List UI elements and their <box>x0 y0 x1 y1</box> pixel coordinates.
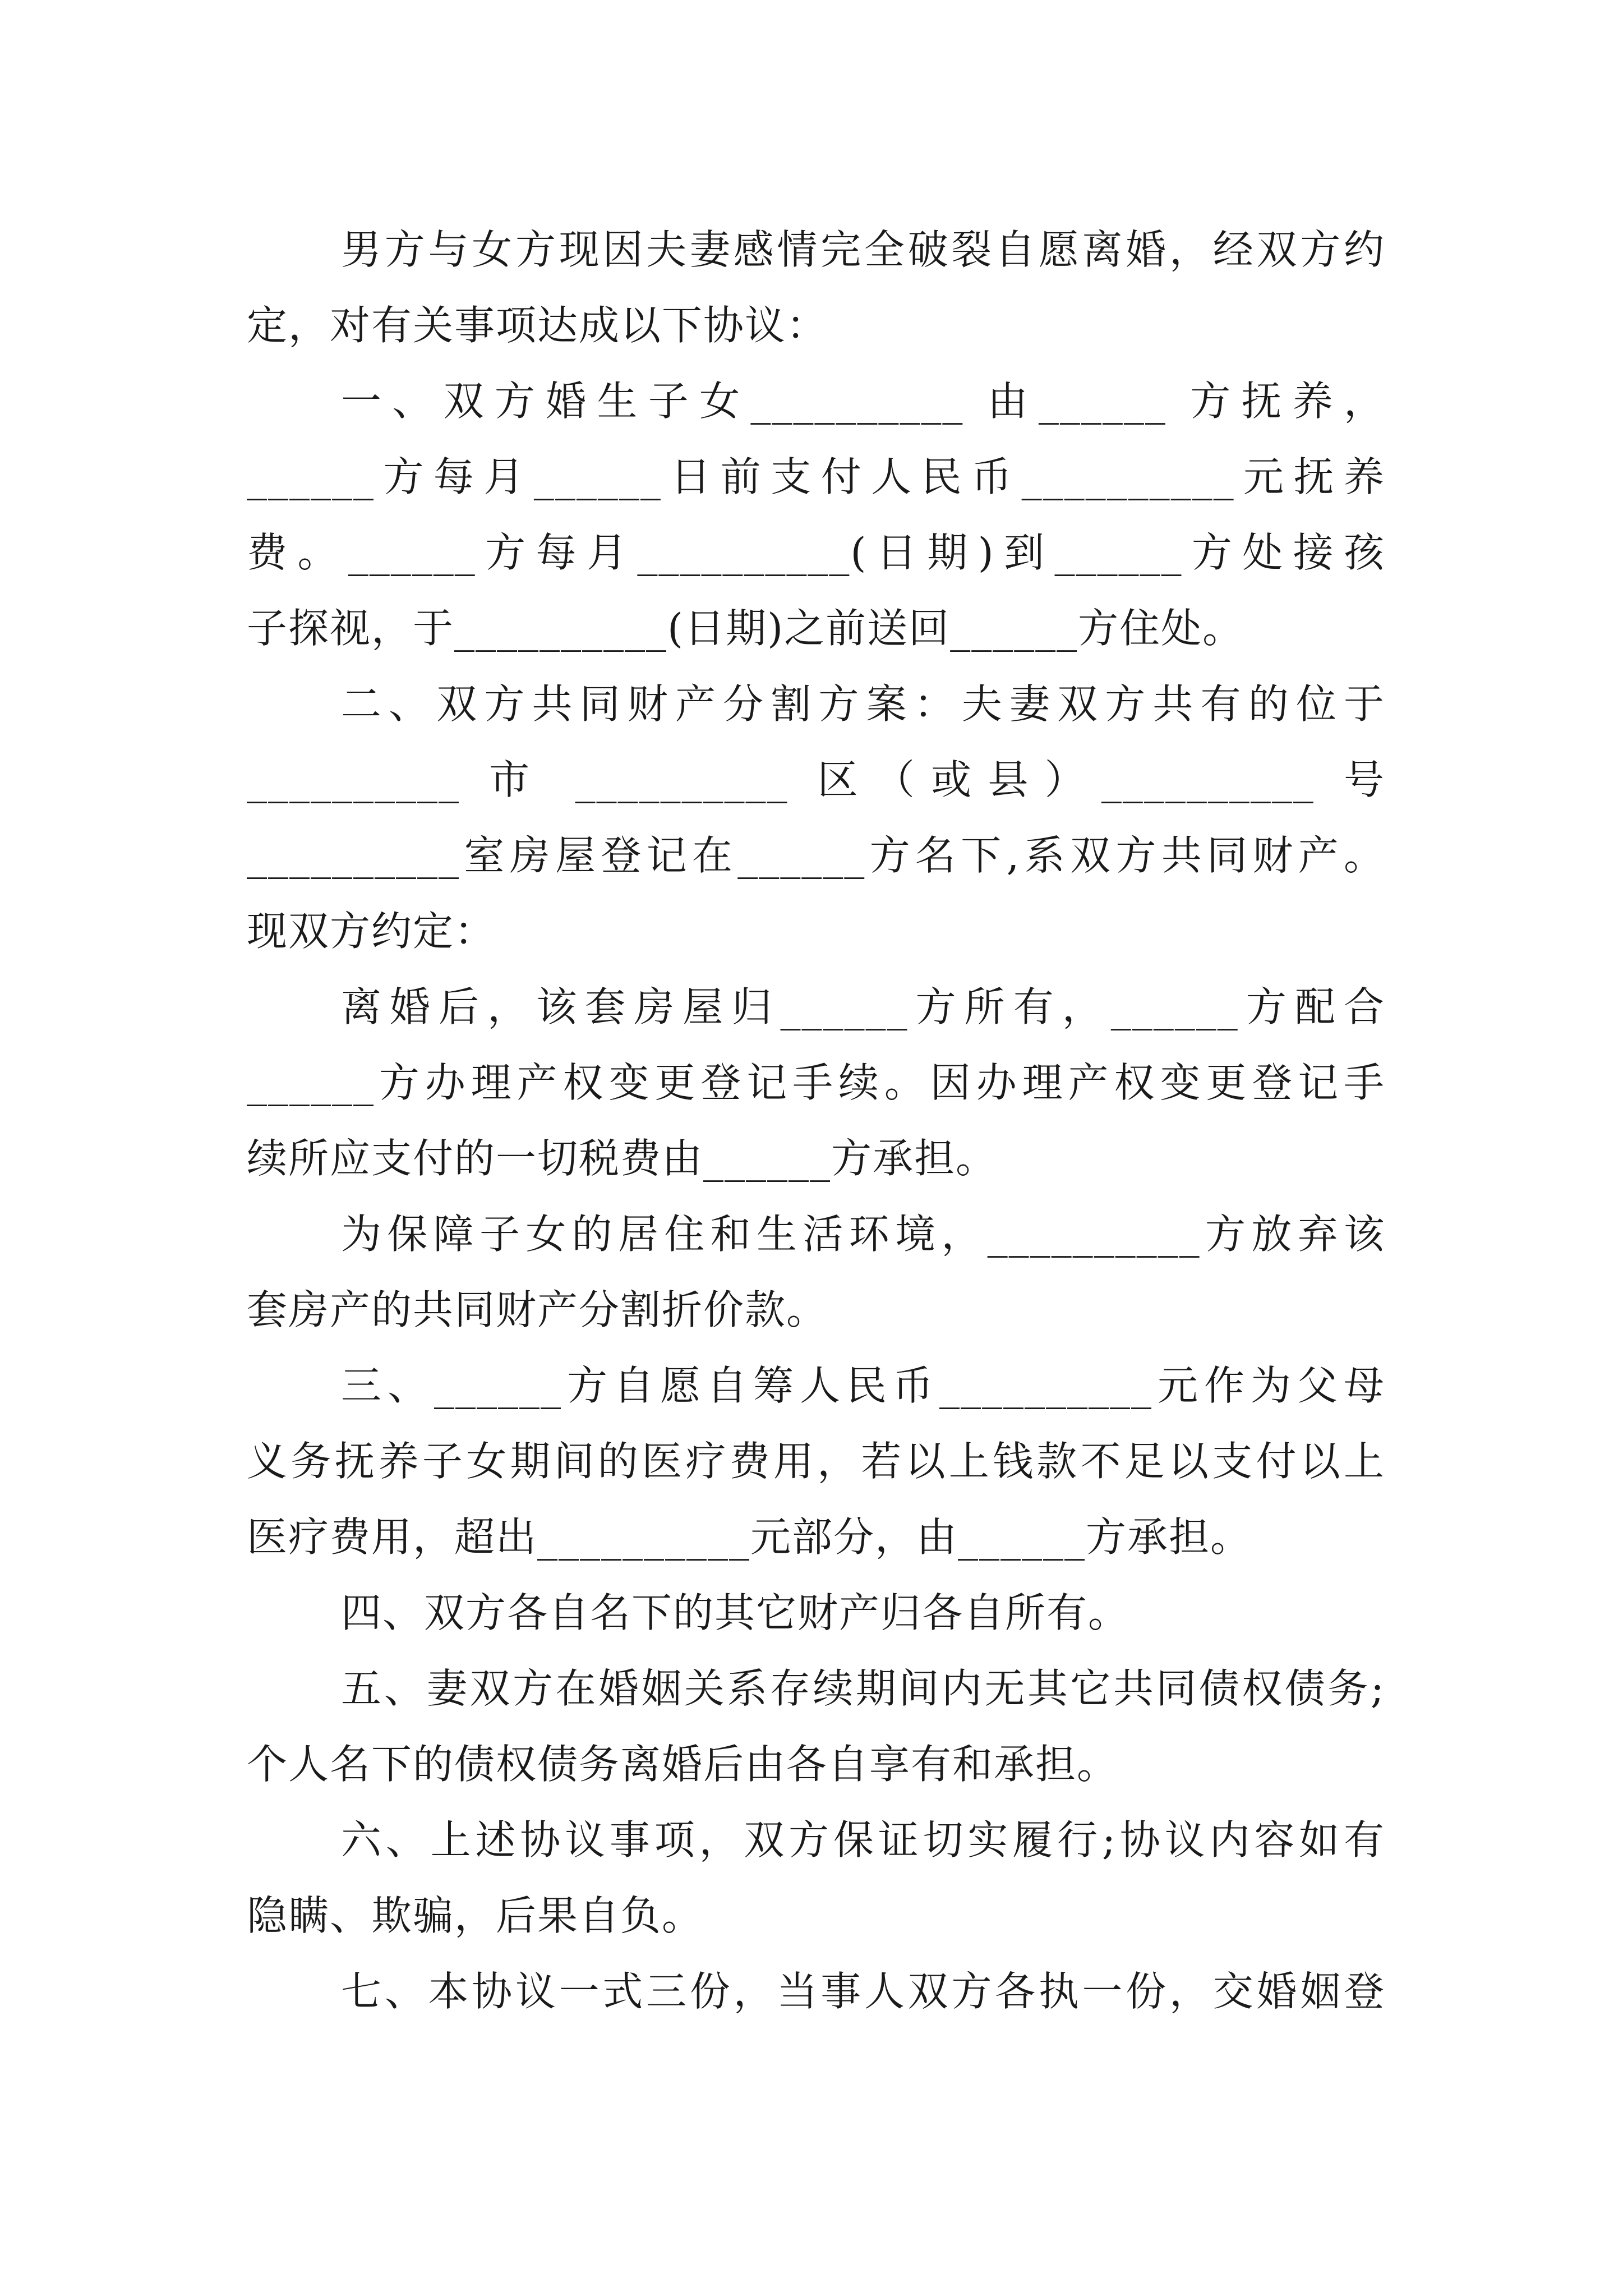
paragraph-line: 现双方约定： <box>247 908 496 955</box>
paragraph-line: 隐瞒、欺骗，后果自负。 <box>247 1892 704 1939</box>
paragraph-line: 四、双方各自名下的其它财产归各自所有。 <box>341 1589 1130 1636</box>
paragraph-line: 男方与女方现因夫妻感情完全破裂自愿离婚，经双方约 <box>341 226 1385 273</box>
paragraph-line: 套房产的共同财产分割折价款。 <box>247 1286 828 1333</box>
paragraph-line: 二、双方共同财产分割方案：夫妻双方共有的位于 <box>341 680 1385 728</box>
paragraph-line: 一、双方婚生子女__________ 由______ 方抚养， <box>341 378 1385 425</box>
paragraph-line: __________ 市 __________ 区（或县）__________ 号 <box>247 756 1385 803</box>
paragraph-line: 续所应支付的一切税费由______方承担。 <box>247 1135 998 1182</box>
paragraph-line: 定，对有关事项达成以下协议： <box>247 302 828 349</box>
paragraph-line: 为保障子女的居住和生活环境，__________方放弃该 <box>341 1211 1385 1258</box>
paragraph-line: 五、妻双方在婚姻关系存续期间内无其它共同债权债务; <box>341 1665 1385 1712</box>
paragraph-line: 子探视，于__________(日期)之前送回______方住处。 <box>247 605 1244 652</box>
paragraph-line: __________室房屋登记在______方名下,系双方共同财产。 <box>247 832 1385 879</box>
paragraph-line: 三、______方自愿自筹人民币__________元作为父母 <box>341 1362 1385 1409</box>
paragraph-line: 义务抚养子女期间的医疗费用，若以上钱款不足以支付以上 <box>247 1438 1385 1485</box>
paragraph-line: 七、本协议一式三份，当事人双方各执一份，交婚姻登 <box>341 1968 1385 2015</box>
paragraph-line: 个人名下的债权债务离婚后由各自享有和承担。 <box>247 1741 1119 1788</box>
paragraph-line: ______方办理产权变更登记手续。因办理产权变更登记手 <box>247 1059 1385 1106</box>
paragraph-line: 离婚后，该套房屋归______方所有，______方配合 <box>341 983 1385 1030</box>
paragraph-line: 医疗费用，超出__________元部分，由______方承担。 <box>247 1513 1252 1561</box>
paragraph-line: ______方每月______日前支付人民币__________元抚养 <box>247 453 1385 500</box>
paragraph-line: 费。______方每月__________(日期)到______方处接孩 <box>247 529 1385 576</box>
paragraph-line: 六、上述协议事项，双方保证切实履行;协议内容如有 <box>341 1816 1385 1864</box>
